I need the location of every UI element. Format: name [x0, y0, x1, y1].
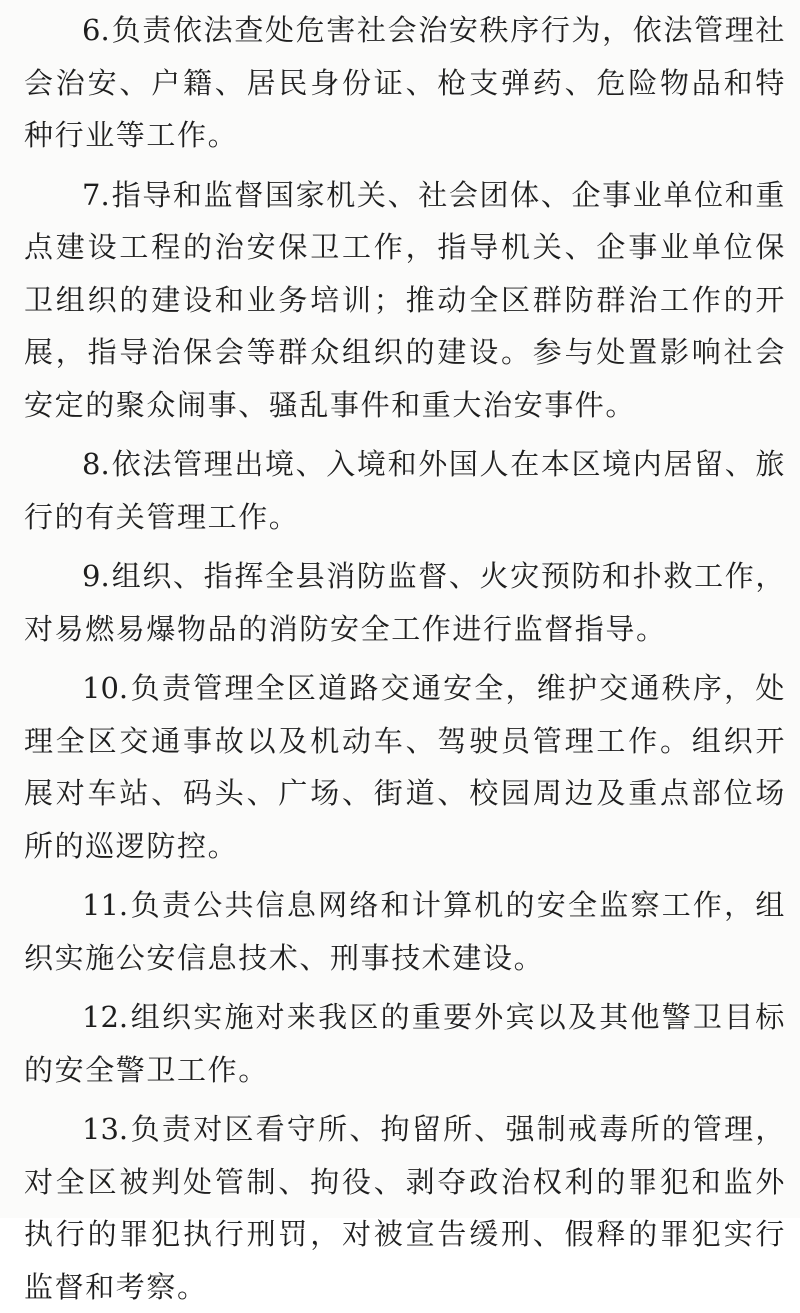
paragraph-text: 组织、指挥全县消防监督、火灾预防和扑救工作，对易燃易爆物品的消防安全工作进行监督指导。: [24, 559, 786, 646]
paragraph-item-10: [24, 662, 786, 872]
paragraph-item-11: [24, 879, 786, 984]
paragraph-text: 依法管理出境、入境和外国人在本区境内居留、旅行的有关管理工作。: [24, 447, 786, 534]
paragraph-item-13: [24, 1103, 786, 1313]
paragraph-number: 10.: [82, 671, 129, 705]
paragraph-item-9: [24, 550, 786, 655]
paragraph-number: 9.: [82, 559, 110, 593]
paragraph-item-8: [24, 438, 786, 543]
paragraph-number: 7.: [82, 177, 110, 212]
paragraph-text: 负责依法查处危害社会治安秩序行为，依法管理社会治安、户籍、居民身份证、枪支弹药、危险物品和特种行业等工作。: [24, 13, 786, 152]
paragraph-number: 12.: [82, 1000, 129, 1034]
paragraph-item-12: [24, 991, 786, 1096]
paragraph-number: 13.: [82, 1112, 129, 1146]
paragraph-number: 11.: [82, 888, 129, 922]
paragraph-item-6: [24, 4, 786, 162]
paragraph-number: 6.: [82, 13, 110, 47]
paragraph-text: 组织实施对来我区的重要外宾以及其他警卫目标的安全警卫工作。: [24, 1000, 786, 1087]
paragraph-text: 指导和监督国家机关、社会团体、企事业单位和重点建设工程的治安保卫工作，指导机关、企事业单位保卫组织的建设和业务培训；推动全区群防群治工作的开展，指导治保会等群众组织的建设。参与处置影响社会安定的聚众闹事、骚乱事件和重大治安事件。: [24, 177, 786, 422]
paragraph-text: 负责公共信息网络和计算机的安全监察工作，组织实施公安信息技术、刑事技术建设。: [24, 888, 786, 975]
paragraph-text: 负责管理全区道路交通安全，维护交通秩序，处理全区交通事故以及机动车、驾驶员管理工作。组织开展对车站、码头、广场、街道、校园周边及重点部位场所的巡逻防控。: [24, 671, 786, 863]
paragraph-item-7: [24, 169, 786, 432]
paragraph-number: 8.: [82, 447, 110, 481]
paragraph-text: 负责对区看守所、拘留所、强制戒毒所的管理，对全区被判处管制、拘役、剥夺政治权利的罪犯和监外执行的罪犯执行刑罚，对被宣告缓刑、假释的罪犯实行监督和考察。: [24, 1112, 786, 1304]
